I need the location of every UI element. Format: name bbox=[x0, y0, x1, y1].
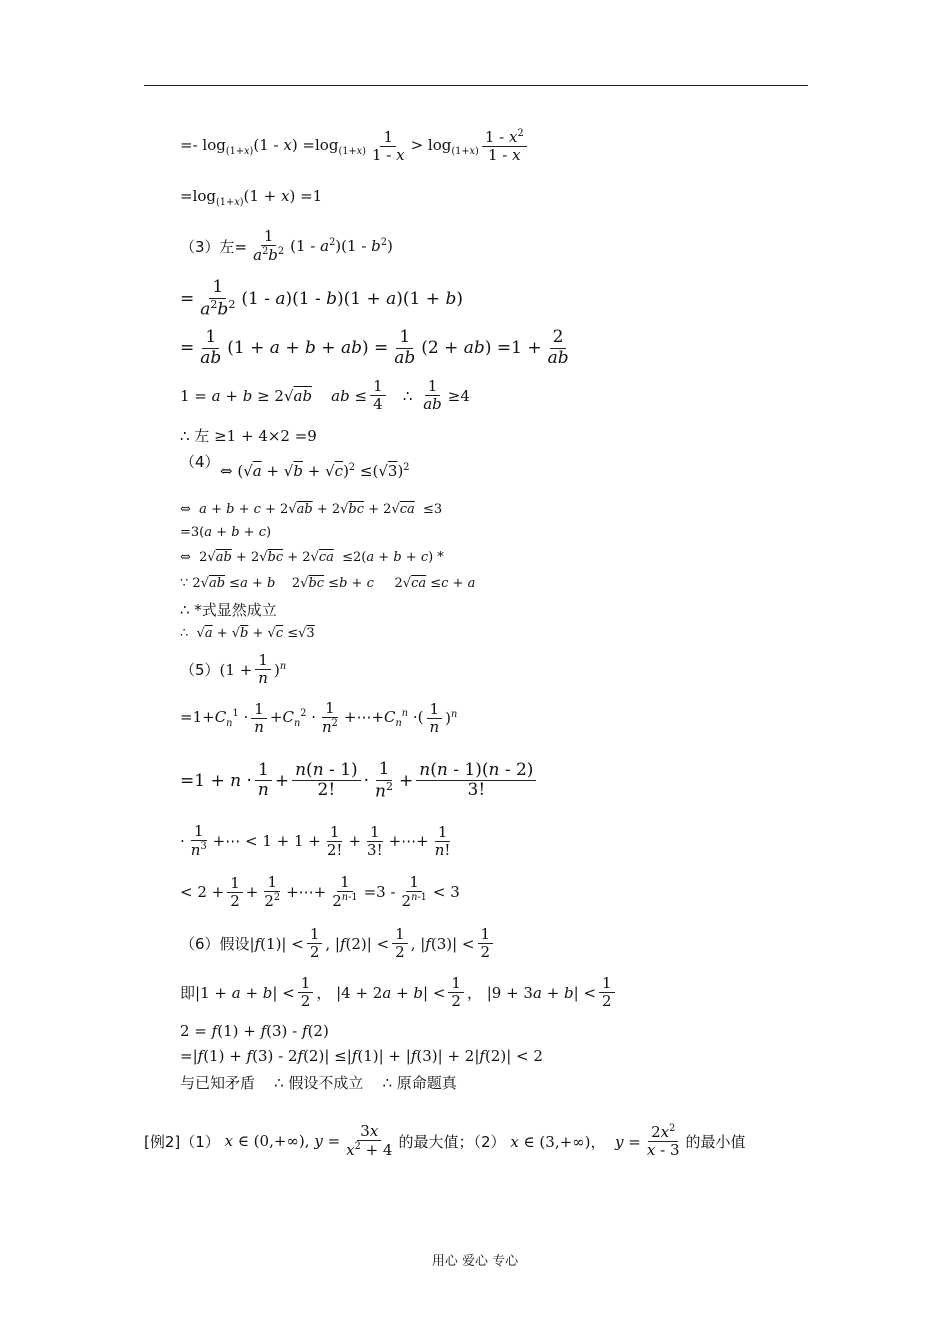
math-line-3: （3）左= $\frac{1}{a^2b^2}$ $(1 - a^2)(1 - b^2)$ bbox=[180, 227, 393, 265]
math-line-15: ∴ √a + √b + √c ≤√3 bbox=[180, 626, 315, 641]
math-line-6: 1 = a + b ≥ 2√ab ab ≤ $\frac{1}{4}$ ∴ $\frac{1}{ab}$ ≥4 bbox=[180, 377, 470, 414]
math-line-7: ∴ 左 ≥1 + 4×2 =9 bbox=[180, 427, 317, 445]
header-rule bbox=[144, 85, 808, 86]
math-line-9: ⇔ $(√a + √b + √c)^2 \le(√3)^2$ bbox=[220, 462, 410, 480]
math-line-4: = $\frac{1}{a^2b^2}$ (1 - a)(1 - b)(1 + a)(1 + b) bbox=[180, 277, 463, 320]
math-line-2: $=\log_{(1+x)}(1 + x) =1$ bbox=[180, 187, 323, 208]
math-line-12: ⇔ 2√ab + 2√bc + 2√ca ≤2(a + b + c) * bbox=[180, 550, 444, 565]
math-line-17: $=1+C_n^1$ · $\frac{1}{n}$ $+C_n^2$ · $\frac{1}{n^2}$ $+\cdots+C_n^n$ ·( $\frac{1}{n}$ )$^n$ bbox=[180, 699, 458, 737]
math-line-14: ∴ *式显然成立 bbox=[180, 601, 277, 619]
math-line-25: 与已知矛盾 ∴ 假设不成立 ∴ 原命题真 bbox=[180, 1074, 457, 1092]
math-line-1: =- $\log_{(1+x)}(1 - x) =\log_{(1+x)}$ $\frac{1}{1 - x}$ > $\log_{(1+x)}$ $\frac{1 - x^2}{1 - x}$ bbox=[180, 128, 530, 165]
math-line-5: = $\frac{1}{ab}$ (1 + a + b + ab) = $\frac{1}{ab}$ (2 + ab) =1 + $\frac{2}{ab}$ bbox=[180, 327, 569, 368]
math-line-20: < 2 + $\frac{1}{2}$ + $\frac{1}{2^2}$ +⋯+ $\frac{1}{2^{n-1}}$ =3 - $\frac{1}{2^{n-1}}$ < 3 bbox=[180, 873, 460, 911]
math-line-11: =3(a + b + c) bbox=[180, 525, 272, 540]
math-line-22: 即 |1 + a + b| < $\frac{1}{2}$ ， |4 + 2a + b| < $\frac{1}{2}$ ， |9 + 3a + b| < $\frac{1}{2}$ bbox=[180, 975, 618, 1011]
math-line-18: =1 + n · $\frac{1}{n}$ + $\frac{n(n - 1)}{2!}$ · $\frac{1}{n^2}$ + $\frac{n(n - 1)(n - 2)}{3!}$ bbox=[180, 760, 539, 802]
math-line-16: （5） (1 + $\frac{1}{n}$ )$^n$ bbox=[180, 651, 287, 688]
example-2-line: [例2]（1） x ∈ (0,+∞), y = $\frac{3x}{x^2 + 4}$ 的最大值；（2） x ∈ (3,+∞)， y = $\frac{2x^2}{x - 3}$ 的最小值 bbox=[144, 1122, 746, 1160]
math-line-23: 2 = f(1) + f(3) - f(2) bbox=[180, 1022, 329, 1040]
math-line-10: ⇔ a + b + c + 2√ab + 2√bc + 2√ca ≤3 bbox=[180, 502, 443, 517]
math-line-24: =|f(1) + f(3) - 2f(2)| ≤|f(1)| + |f(3)| + 2|f(2)| < 2 bbox=[180, 1047, 543, 1065]
math-line-8: （4） bbox=[180, 453, 220, 471]
math-line-13: ∵ 2√ab ≤a + b 2√bc ≤b + c 2√ca ≤c + a bbox=[180, 576, 476, 591]
math-line-19: · $\frac{1}{n^3}$ +⋯ < 1 + 1 + $\frac{1}{2!}$ + $\frac{1}{3!}$ +⋯+ $\frac{1}{n!}$ bbox=[180, 822, 451, 860]
page-footer: 用心 爱心 专心 bbox=[431, 1254, 519, 1269]
math-line-21: （6）假设 |f(1)| < $\frac{1}{2}$ , |f(2)| < $\frac{1}{2}$ , |f(3)| < $\frac{1}{2}$ bbox=[180, 926, 496, 962]
